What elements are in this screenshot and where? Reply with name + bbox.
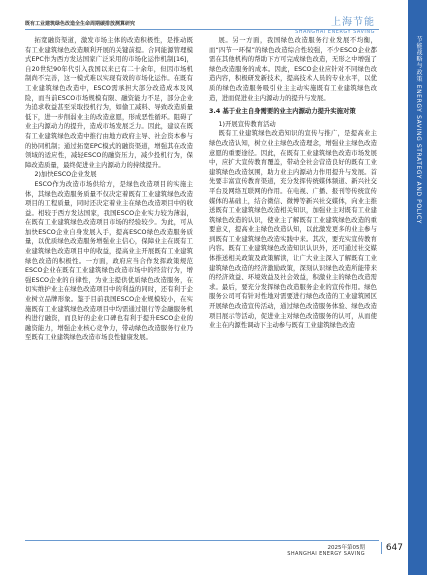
section-side-band — [408, 0, 427, 575]
running-header-title: 既有工业建筑绿色改造全生命周期碳排放测算研究 — [25, 21, 136, 27]
footer-info — [287, 543, 365, 557]
right-text-column — [209, 36, 377, 331]
paragraph: 拓宽融资渠道，激发市场主体的改造积极性，是推动既有工业建筑绿色改造顺利开展的关键前提。合同能源管理模式EPC作为西方发达国家广泛采用的市场化运作机制[16]，自20世纪90年代引入我国以来已有二十余年，但因市场机制尚不完善，这一模式难以实现有效的市场化运作。在既有工业建筑绿色改造中，ESCO需承担大部分改造成本及风险，而当前ESCO市场规模有限、融资能力不足，部分企业为追求收益甚至采取投机行为，如偷工减料、导致改造质量低下，进一步削弱业主的改造意愿，形成恶性循环。阻碍了业主内源动力的提升，造成市场发展乏力。因此，建议在既有工业建筑绿色改造中推行由地方政府主导、社会资本参与的协同机制；通过拓宽EPC模式的融资渠道，增强其在改造领域的适应性，减轻ESCO的融资压力，减少投机行为，保障改造质量，最终促进业主内源动力的持续提升。 — [25, 37, 193, 169]
journal-brand-en: SHANGHAI ENERGY SAVING — [295, 29, 375, 35]
journal-brand — [295, 13, 375, 35]
paragraph: 既有工业建筑绿色改造知识的宣传与推广，是提高业主绿色改造认知，树立业主绿色改造理念，增强业主绿色改造意愿的重要途径。因此，在既有工业建筑绿色改造市场发展中，应扩大宣传教育覆盖，带动全社会营造良好的既有工业建筑绿色改造氛围，助力业主内源动力作用提升与发展。首先要丰富宣传教育渠道，充分发挥传统媒体频道、新兴社交平台及网络互联网的作用。在电视、广播、报刊等传统宣传媒体的基础上，结合微信、微博等新兴社交媒体，向业主推送既有工业建筑绿色改造相关知识，加强业主对既有工业建筑绿色改造的认识，使业主了解既有工业建筑绿色改造的重要意义，提高业主绿色改造认知，以此激发更多的业主参与到既有工业建筑绿色改造实践中来。其次，要充实宣传教育内容。既有工业建筑绿色改造知识认识外，还可通过社交媒体推送相关政策及政策解读，让广大业主深入了解既有工业建筑绿色改造的经济激励政策，深刻认识绿色改造所能带来的经济效益、环境效益及社会效益，积激业主的绿色改造需求。最后，要充分发挥绿色改造服务企业的宣传作用。绿色服务公司可有针对性地对需要进行绿色改造的工业建筑园区开展绿色改造宣传活动，通过绿色改造服务体验、绿色改造项目展示等活动，促进业主对绿色改造服务的认可，从而使业主在内源性调动下主动参与既有工业建筑绿色改造 — [209, 130, 377, 330]
magazine-name: SHANGHAI ENERGY SAVING — [287, 551, 365, 557]
subheading: 1)开展宣传教育活动 — [218, 120, 276, 128]
paragraph: 展。另一方面，我国绿色改造服务行业发展不均衡，而“四节一环保”的绿色改造综合性较强，不少ESCO企业都需在其他机构的帮助下方可完成绿色改造，无形之中增强了绿色改造服务的成本。因此，ESCO企业应针对不同绿色改造内容，积极研发新技术，提高技术人员的专业水平，以优质的绿色改造服务吸引业主主动实施既有工业建筑绿色改造，进而促进业主内源动力的提升与发展。 — [209, 37, 377, 102]
footer-divider — [25, 540, 379, 541]
section-side-label: 节能战略与政策 ENERGY SAVING STRATEGY AND POLICY — [415, 36, 422, 224]
paragraph: ESCO作为改造市场供给方，是绿色改造项目的实施主体，其绿色改造服务质量不仅决定着既有工业建筑绿色改造项目的工程质量，同时还决定着业主在绿色改造项目中的收益。相较于西方发达国家，我国ESCO企业实力较为薄弱，在既有工业建筑绿色改造项目市场的经验较少。为此，可从加快ESCO企业自身发展入手，提高ESCO绿色改造服务质量，以优质绿色改造服务增强业主信心，保障业主在既有工业建筑绿色改造项目中的收益，提高业主开展既有工业建筑绿色改造的积极性。一方面，政府应当合作发挥政策规范ESCO企业在既有工业建筑绿色改造市场中的经营行为，增强ESCO企业的自律性，为业主提供优质绿色改造服务，在切实维护业主在绿色改造项目中的利益的同时，还有利于企业树立品牌形象。鉴于目前我国ESCO企业规模较小，在实施既有工业建筑绿色改造项目中均需通过银行等金融服务机构进行融资，而良好的企业口碑也有利于提升ESCO企业的融资能力，增强企业核心竞争力，带动绿色改造服务行业乃至既有工业建筑绿色改造市场良性健康发展。 — [25, 180, 193, 342]
page-number: 647 — [381, 542, 403, 554]
header-divider — [25, 29, 379, 30]
issue-label: 2025年第05期 — [327, 545, 365, 551]
section-heading: 3.4 基于业主自身需要的业主内源动力提升实施对策 — [209, 108, 356, 116]
journal-brand-cn: 上海节能 — [331, 17, 375, 28]
left-text-column — [25, 36, 193, 343]
subheading: 2)加快ESCO企业发展 — [34, 171, 97, 179]
